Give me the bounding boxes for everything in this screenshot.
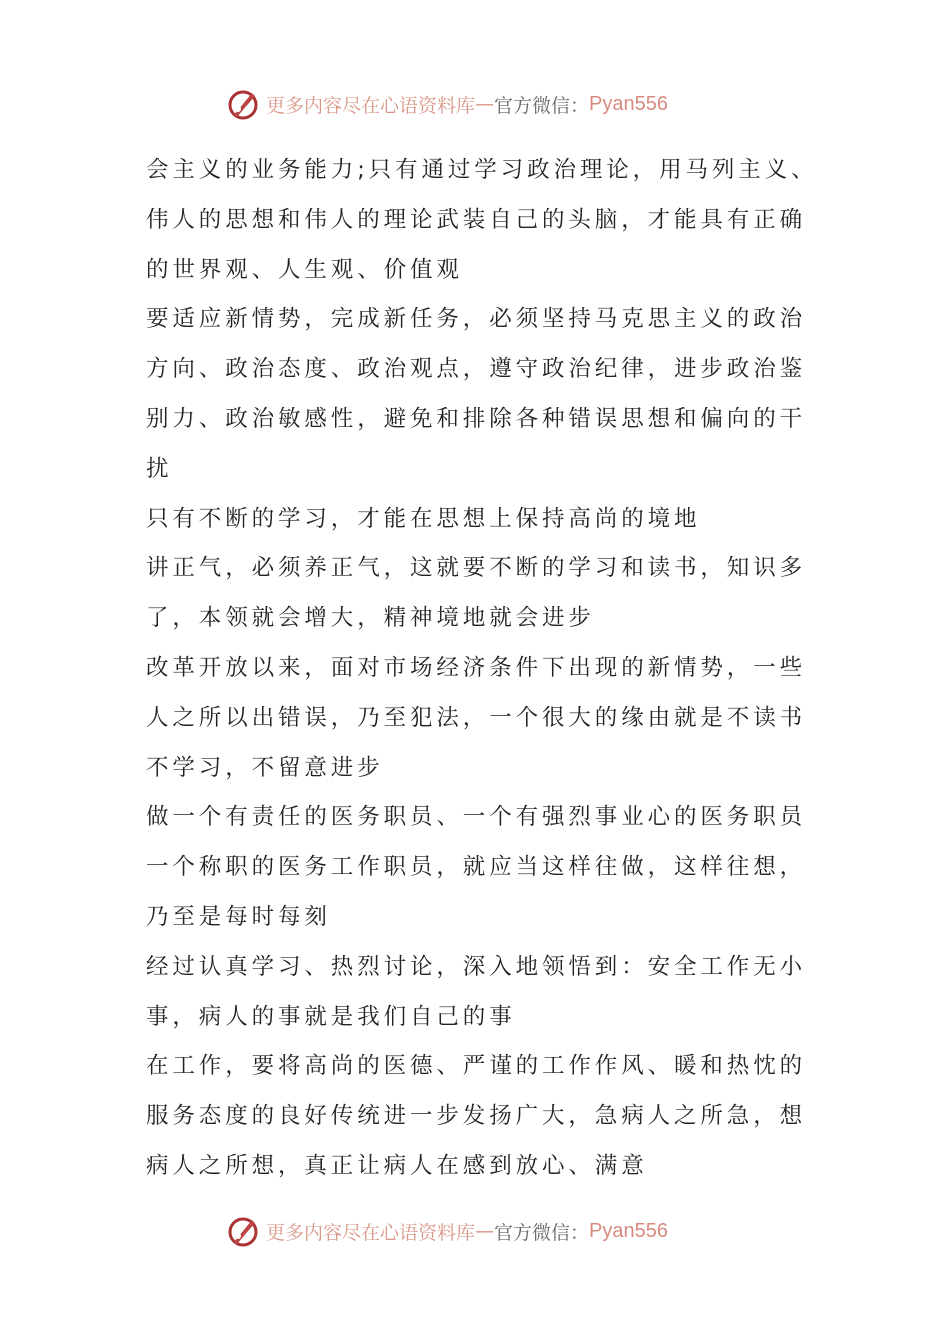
text-line: 服务态度的良好传统进一步发扬广大，急病人之所急，想: [146, 1103, 807, 1130]
header-banner: [226, 84, 726, 124]
text-line: 方向、政治态度、政治观点，遵守政治纪律，进步政治鉴: [146, 356, 807, 383]
text-line: 要适应新情势，完成新任务，必须坚持马克思主义的政治: [146, 306, 807, 333]
document-body: [146, 150, 826, 1196]
text-line: 经过认真学习、热烈讨论，深入地领悟到：安全工作无小: [146, 953, 807, 980]
footer-banner: [226, 1211, 726, 1251]
text-line: 病人之所想，真正让病人在感到放心、满意: [146, 1152, 648, 1179]
banner-wechat-id: Pyan556: [589, 1219, 668, 1242]
banner-dash: —: [475, 1220, 495, 1242]
text-line: 人之所以出错误，乃至犯法，一个很大的缘由就是不读书: [146, 704, 807, 731]
banner-dash: —: [475, 93, 495, 115]
text-line: 不学习，不留意进步: [146, 754, 384, 781]
banner-wechat-label: 官方微信：: [494, 1221, 590, 1244]
text-line: 改革开放以来，面对市场经济条件下出现的新情势，一些: [146, 654, 807, 681]
text-line: 一个称职的医务工作职员，就应当这样往做，这样往想，: [146, 854, 807, 881]
pen-logo-icon: [226, 87, 260, 121]
banner-wechat-label: 官方微信：: [494, 94, 590, 117]
banner-main-text: 更多内容尽在心语资料库: [266, 94, 476, 117]
text-line: 会主义的业务能力;只有通过学习政治理论，用马列主义、: [146, 157, 818, 183]
text-line: 的世界观、人生观、价值观: [146, 256, 463, 283]
text-line: 乃至是每时每刻: [146, 903, 331, 930]
text-line: 扰: [146, 455, 173, 482]
text-line: 别力、政治敏感性，避免和排除各种错误思想和偏向的干: [146, 405, 807, 432]
text-line: 讲正气，必须养正气，这就要不断的学习和读书，知识多: [146, 555, 807, 582]
banner-main-text: 更多内容尽在心语资料库: [266, 1221, 476, 1244]
text-line: 事，病人的事就是我们自己的事: [146, 1003, 516, 1030]
banner-wechat-id: Pyan556: [589, 92, 668, 115]
text-line: 只有不断的学习，才能在思想上保持高尚的境地: [146, 505, 701, 532]
text-line: 在工作，要将高尚的医德、严谨的工作作风、暖和热忱的: [146, 1053, 807, 1080]
pen-logo-icon: [226, 1214, 260, 1248]
text-line: 做一个有责任的医务职员、一个有强烈事业心的医务职员: [146, 804, 807, 831]
text-line: 了，本领就会增大，精神境地就会进步: [146, 605, 595, 632]
text-line: 伟人的思想和伟人的理论武装自己的头脑，才能具有正确: [146, 206, 807, 233]
